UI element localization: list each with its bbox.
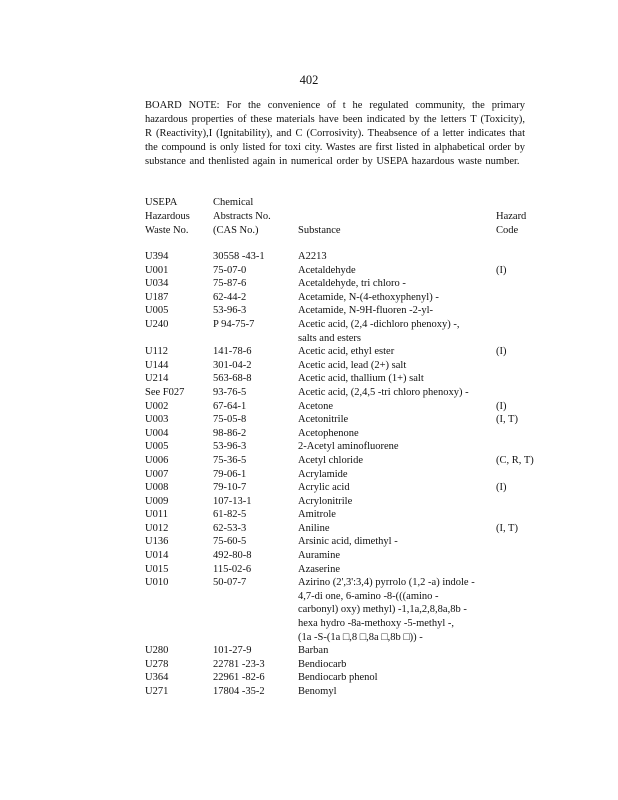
cas-number-cell: 53-96-3 [213, 441, 247, 453]
hazard-code-cell: (I) [496, 400, 507, 412]
substance-cell: Acetic acid, ethyl ester [298, 346, 395, 358]
table-row [145, 522, 555, 536]
hazard-code-cell: (I, T) [496, 522, 518, 534]
table-row [145, 454, 555, 468]
table-row [145, 440, 555, 454]
waste-number-cell: U005 [145, 305, 169, 317]
table-row [145, 549, 555, 563]
substance-cell: Aniline [298, 522, 330, 534]
table-row [145, 427, 555, 441]
hazard-code-cell: (I) [496, 346, 507, 358]
waste-number-cell: U012 [145, 522, 169, 534]
hazard-code-cell: (I) [496, 482, 507, 494]
waste-number-cell: U394 [145, 251, 169, 262]
substance-cell: Acetone [298, 400, 333, 412]
substance-cell: A2213 [298, 251, 327, 262]
cas-number-cell: 75-87-6 [213, 278, 247, 290]
waste-number-cell: U011 [145, 509, 168, 521]
table-row [145, 576, 555, 644]
substance-cell: Acetophenone [298, 427, 359, 439]
hazard-code-cell: (I, T) [496, 414, 518, 426]
substance-cell: Amitrole [298, 509, 336, 521]
waste-number-cell: U008 [145, 482, 169, 494]
substance-cell: Acetic acid, (2,4 -dichloro phenoxy) -, salts and esters [298, 318, 460, 344]
substance-cell: Bendiocarb phenol [298, 672, 378, 684]
page-number: 402 [299, 73, 319, 87]
cas-number-cell: 75-05-8 [213, 414, 247, 426]
cas-number-cell: 563-68-8 [213, 373, 252, 385]
cas-number-cell: 61-82-5 [213, 509, 247, 521]
cas-number-cell: 492-80-8 [213, 550, 252, 562]
waste-number-cell: U187 [145, 291, 169, 303]
waste-number-cell: U112 [145, 346, 168, 358]
table-header [145, 196, 545, 240]
cas-number-cell: 79-10-7 [213, 482, 247, 494]
substance-cell: Acetic acid, thallium (1+) salt [298, 373, 424, 385]
cas-number-cell: 101-27-9 [213, 645, 252, 657]
substance-cell: Auramine [298, 550, 340, 562]
table-row [145, 277, 555, 291]
table-row [145, 413, 555, 427]
waste-number-cell: U136 [145, 536, 169, 548]
substance-cell: Acetaldehyde, tri chloro - [298, 278, 406, 290]
waste-table [145, 250, 555, 699]
substance-cell: Azaserine [298, 563, 340, 575]
waste-number-cell: U280 [145, 645, 169, 657]
table-row [145, 318, 555, 345]
waste-number-cell: U003 [145, 414, 169, 426]
header-hazard-code: Hazard Code [496, 211, 527, 236]
substance-cell: Acetonitrile [298, 414, 349, 426]
waste-number-cell: U278 [145, 658, 169, 670]
substance-cell: Bendiocarb [298, 658, 347, 670]
cas-number-cell: 62-53-3 [213, 522, 247, 534]
waste-number-cell: U240 [145, 318, 169, 330]
waste-number-cell: See F027 [145, 386, 185, 398]
substance-cell: Azirino (2',3':3,4) pyrrolo (1,2 -a) indole - 4,7-di one, 6-amino -8-(((amino - carbonyl) oxy) methyl) -1,1a,2,8,8a,8b - hexa hydro -8a-methoxy -5-methyl -, (1a -S-(1a □,8 □,8a □,8b □)) - [298, 577, 475, 643]
substance-cell: Acetamide, N-(4-ethoxyphenyl) - [298, 291, 439, 303]
cas-number-cell: 79-06-1 [213, 468, 247, 480]
substance-cell: Acrylamide [298, 468, 348, 480]
waste-number-cell: U144 [145, 359, 169, 371]
table-row [145, 345, 555, 359]
substance-cell: Benomyl [298, 686, 337, 697]
table-row [145, 658, 555, 672]
board-note: BOARD NOTE: For the convenience of t he regulated community, the primary hazardous properties of these materials have been indicated by the letters T (Toxicity), R (Reactivity),I (Ignitability), and C (Corrosivity). Theabsence of a letter indicates that the compound is only listed for toxi city. Wastes are first listed in alphabetical order by substance and thenlisted again in numerical order by USEPA hazardous waste number. [145, 100, 525, 167]
cas-number-cell: 75-36-5 [213, 454, 247, 466]
substance-cell: Acetamide, N-9H-fluoren -2-yl- [298, 305, 433, 317]
waste-number-cell: U006 [145, 454, 169, 466]
table-row [145, 291, 555, 305]
hazard-code-cell: (I) [496, 264, 507, 276]
table-row [145, 304, 555, 318]
cas-number-cell: 22781 -23-3 [213, 658, 265, 670]
cas-number-cell: 67-64-1 [213, 400, 247, 412]
waste-number-cell: U005 [145, 441, 169, 453]
table-row [145, 535, 555, 549]
table-row [145, 563, 555, 577]
cas-number-cell: 22961 -82-6 [213, 672, 265, 684]
substance-cell: Arsinic acid, dimethyl - [298, 536, 398, 548]
cas-number-cell: 75-07-0 [213, 264, 247, 276]
hazard-code-cell: (C, R, T) [496, 454, 534, 466]
substance-cell: Acrylonitrile [298, 495, 353, 507]
table-row [145, 400, 555, 414]
table-row [145, 495, 555, 509]
table-row [145, 264, 555, 278]
header-cas-number: Chemical Abstracts No. (CAS No.) [213, 197, 271, 236]
waste-number-cell: U014 [145, 550, 169, 562]
waste-number-cell: U004 [145, 427, 169, 439]
substance-cell: 2-Acetyl aminofluorene [298, 441, 399, 453]
table-row [145, 508, 555, 522]
waste-number-cell: U271 [145, 686, 169, 697]
substance-cell: Acetic acid, (2,4,5 -tri chloro phenoxy) - [298, 386, 469, 398]
table-row [145, 481, 555, 495]
cas-number-cell: 301-04-2 [213, 359, 252, 371]
waste-number-cell: U214 [145, 373, 169, 385]
table-row [145, 250, 555, 264]
substance-cell: Acrylic acid [298, 482, 350, 494]
waste-number-cell: U009 [145, 495, 169, 507]
cas-number-cell: 93-76-5 [213, 386, 247, 398]
cas-number-cell: 75-60-5 [213, 536, 247, 548]
cas-number-cell: 107-13-1 [213, 495, 252, 507]
table-row [145, 685, 555, 699]
cas-number-cell: 141-78-6 [213, 346, 252, 358]
table-row [145, 468, 555, 482]
waste-number-cell: U010 [145, 577, 169, 589]
header-substance: Substance [298, 225, 341, 236]
cas-number-cell: 30558 -43-1 [213, 251, 265, 262]
cas-number-cell: P 94-75-7 [213, 318, 255, 330]
waste-number-cell: U364 [145, 672, 169, 684]
table-row [145, 386, 555, 400]
substance-cell: Acetyl chloride [298, 454, 364, 466]
waste-number-cell: U034 [145, 278, 169, 290]
waste-number-cell: U015 [145, 563, 169, 575]
header-waste-number: USEPA Hazardous Waste No. [145, 197, 190, 236]
cas-number-cell: 115-02-6 [213, 563, 252, 575]
waste-number-cell: U001 [145, 264, 169, 276]
waste-number-cell: U002 [145, 400, 169, 412]
cas-number-cell: 98-86-2 [213, 427, 247, 439]
cas-number-cell: 53-96-3 [213, 305, 247, 317]
table-row [145, 671, 555, 685]
table-row [145, 644, 555, 658]
substance-cell: Acetic acid, lead (2+) salt [298, 359, 407, 371]
cas-number-cell: 17804 -35-2 [213, 686, 265, 697]
cas-number-cell: 62-44-2 [213, 291, 247, 303]
substance-cell: Barban [298, 645, 329, 657]
substance-cell: Acetaldehyde [298, 264, 356, 276]
table-row [145, 359, 555, 373]
waste-number-cell: U007 [145, 468, 169, 480]
cas-number-cell: 50-07-7 [213, 577, 247, 589]
table-row [145, 372, 555, 386]
